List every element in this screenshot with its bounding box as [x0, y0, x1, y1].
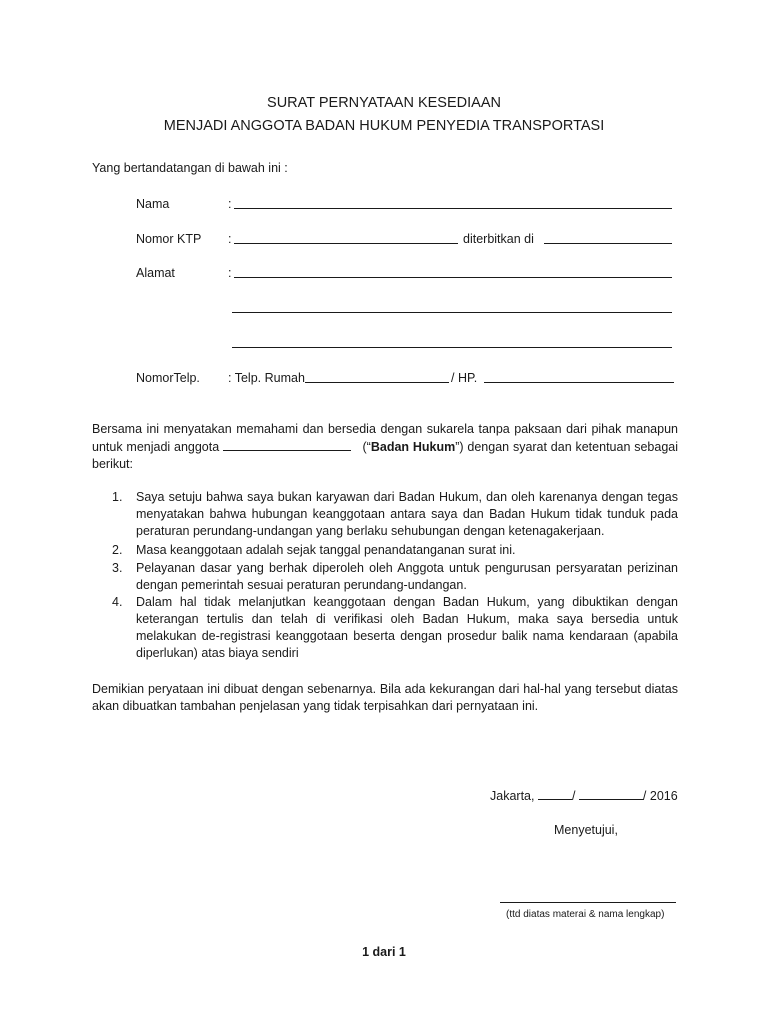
- list-item-number: 2.: [112, 543, 123, 557]
- ktp-colon: :: [228, 232, 232, 246]
- hp-label: / HP.: [451, 371, 478, 385]
- alamat-colon: :: [228, 266, 232, 280]
- hp-field-line[interactable]: [484, 382, 674, 383]
- list-item-text: Pelayanan dasar yang berhak diperoleh oleh Anggota untuk pengurusan persyaratan perizinan dengan pemerintah sesuai peraturan perundang-undangan.: [136, 561, 678, 592]
- ktp-label: Nomor KTP: [136, 232, 202, 246]
- nama-field-line[interactable]: [234, 208, 672, 209]
- badan-hukum-term: Badan Hukum: [370, 440, 456, 454]
- statement-quote-open: (“: [362, 440, 371, 454]
- alamat-label: Alamat: [136, 266, 175, 280]
- alamat-field-line-3[interactable]: [232, 347, 672, 348]
- statement-paragraph: [92, 421, 678, 473]
- list-item-text: Masa keanggotaan adalah sejak tanggal penandatanganan surat ini.: [136, 543, 516, 557]
- statement-text-b: ”) dengan syarat dan ketentuan sebagai berikut:: [92, 440, 679, 471]
- signature-line[interactable]: [500, 902, 676, 903]
- signature-note: (ttd diatas materai & nama lengkap): [506, 909, 665, 920]
- list-item-text: Saya setuju bahwa saya bukan karyawan dari Badan Hukum, dan oleh karenanya dengan tegas menyatakan bahwa hubungan keanggotaan antara saya dan Badan Hukum tidak tunduk pada peraturan perundang-undangan yang berlaku sehubungan dengan ketenagakerjaan.: [136, 490, 678, 538]
- closing-paragraph: Demikian peryataan ini dibuat dengan sebenarnya. Bila ada kekurangan dari hal-hal yang tersebut diatas akan dibuatkan tambahan penjelasan yang tidak terpisahkan dari pernyataan ini.: [92, 682, 678, 713]
- ktp-issued-label: diterbitkan di: [463, 232, 534, 246]
- date-separator: /: [571, 789, 576, 803]
- document-title-line1: SURAT PERNYATAAN KESEDIAAN: [267, 95, 501, 111]
- intro-text: Yang bertandatangan di bawah ini :: [92, 161, 288, 175]
- date-month-field[interactable]: [579, 787, 643, 800]
- telp-label: NomorTelp.: [136, 371, 200, 385]
- telp-rumah-field-line[interactable]: [305, 382, 449, 383]
- badan-hukum-name-field[interactable]: [223, 438, 351, 451]
- alamat-field-line-1[interactable]: [234, 277, 672, 278]
- nama-label: Nama: [136, 197, 170, 211]
- statement-text-a: Bersama ini menyatakan memahami dan bersedia dengan sukarela tanpa paksaan dari pihak manapun untuk menjadi anggota: [92, 422, 678, 454]
- list-item-text: Dalam hal tidak melanjutkan keanggotaan dengan Badan Hukum, yang dibuktikan dengan keterangan tertulis dan telah di verifikasi oleh Badan Hukum, maka saya bersedia untuk melakukan de-registrasi keanggotaan beserta dengan prosedur balik nama kendaraan (apabila diperlukan) atas biaya sendiri: [136, 595, 678, 660]
- list-item-number: 4.: [112, 595, 123, 609]
- date-year: / 2016: [642, 789, 678, 803]
- telp-rumah-label: : Telp. Rumah: [228, 371, 305, 385]
- place-label: Jakarta,: [490, 789, 535, 803]
- nama-colon: :: [228, 197, 232, 211]
- place-date: [490, 787, 678, 805]
- date-day-field[interactable]: [538, 787, 572, 800]
- approval-label: Menyetujui,: [554, 823, 618, 837]
- ktp-field-line[interactable]: [234, 243, 458, 244]
- list-item-number: 1.: [112, 490, 123, 504]
- document-title-line2: MENJADI ANGGOTA BADAN HUKUM PENYEDIA TRANSPORTASI: [163, 118, 605, 134]
- list-item-number: 3.: [112, 561, 123, 575]
- alamat-field-line-2[interactable]: [232, 312, 672, 313]
- ktp-issued-field-line[interactable]: [544, 243, 672, 244]
- page-number: 1 dari 1: [362, 945, 406, 959]
